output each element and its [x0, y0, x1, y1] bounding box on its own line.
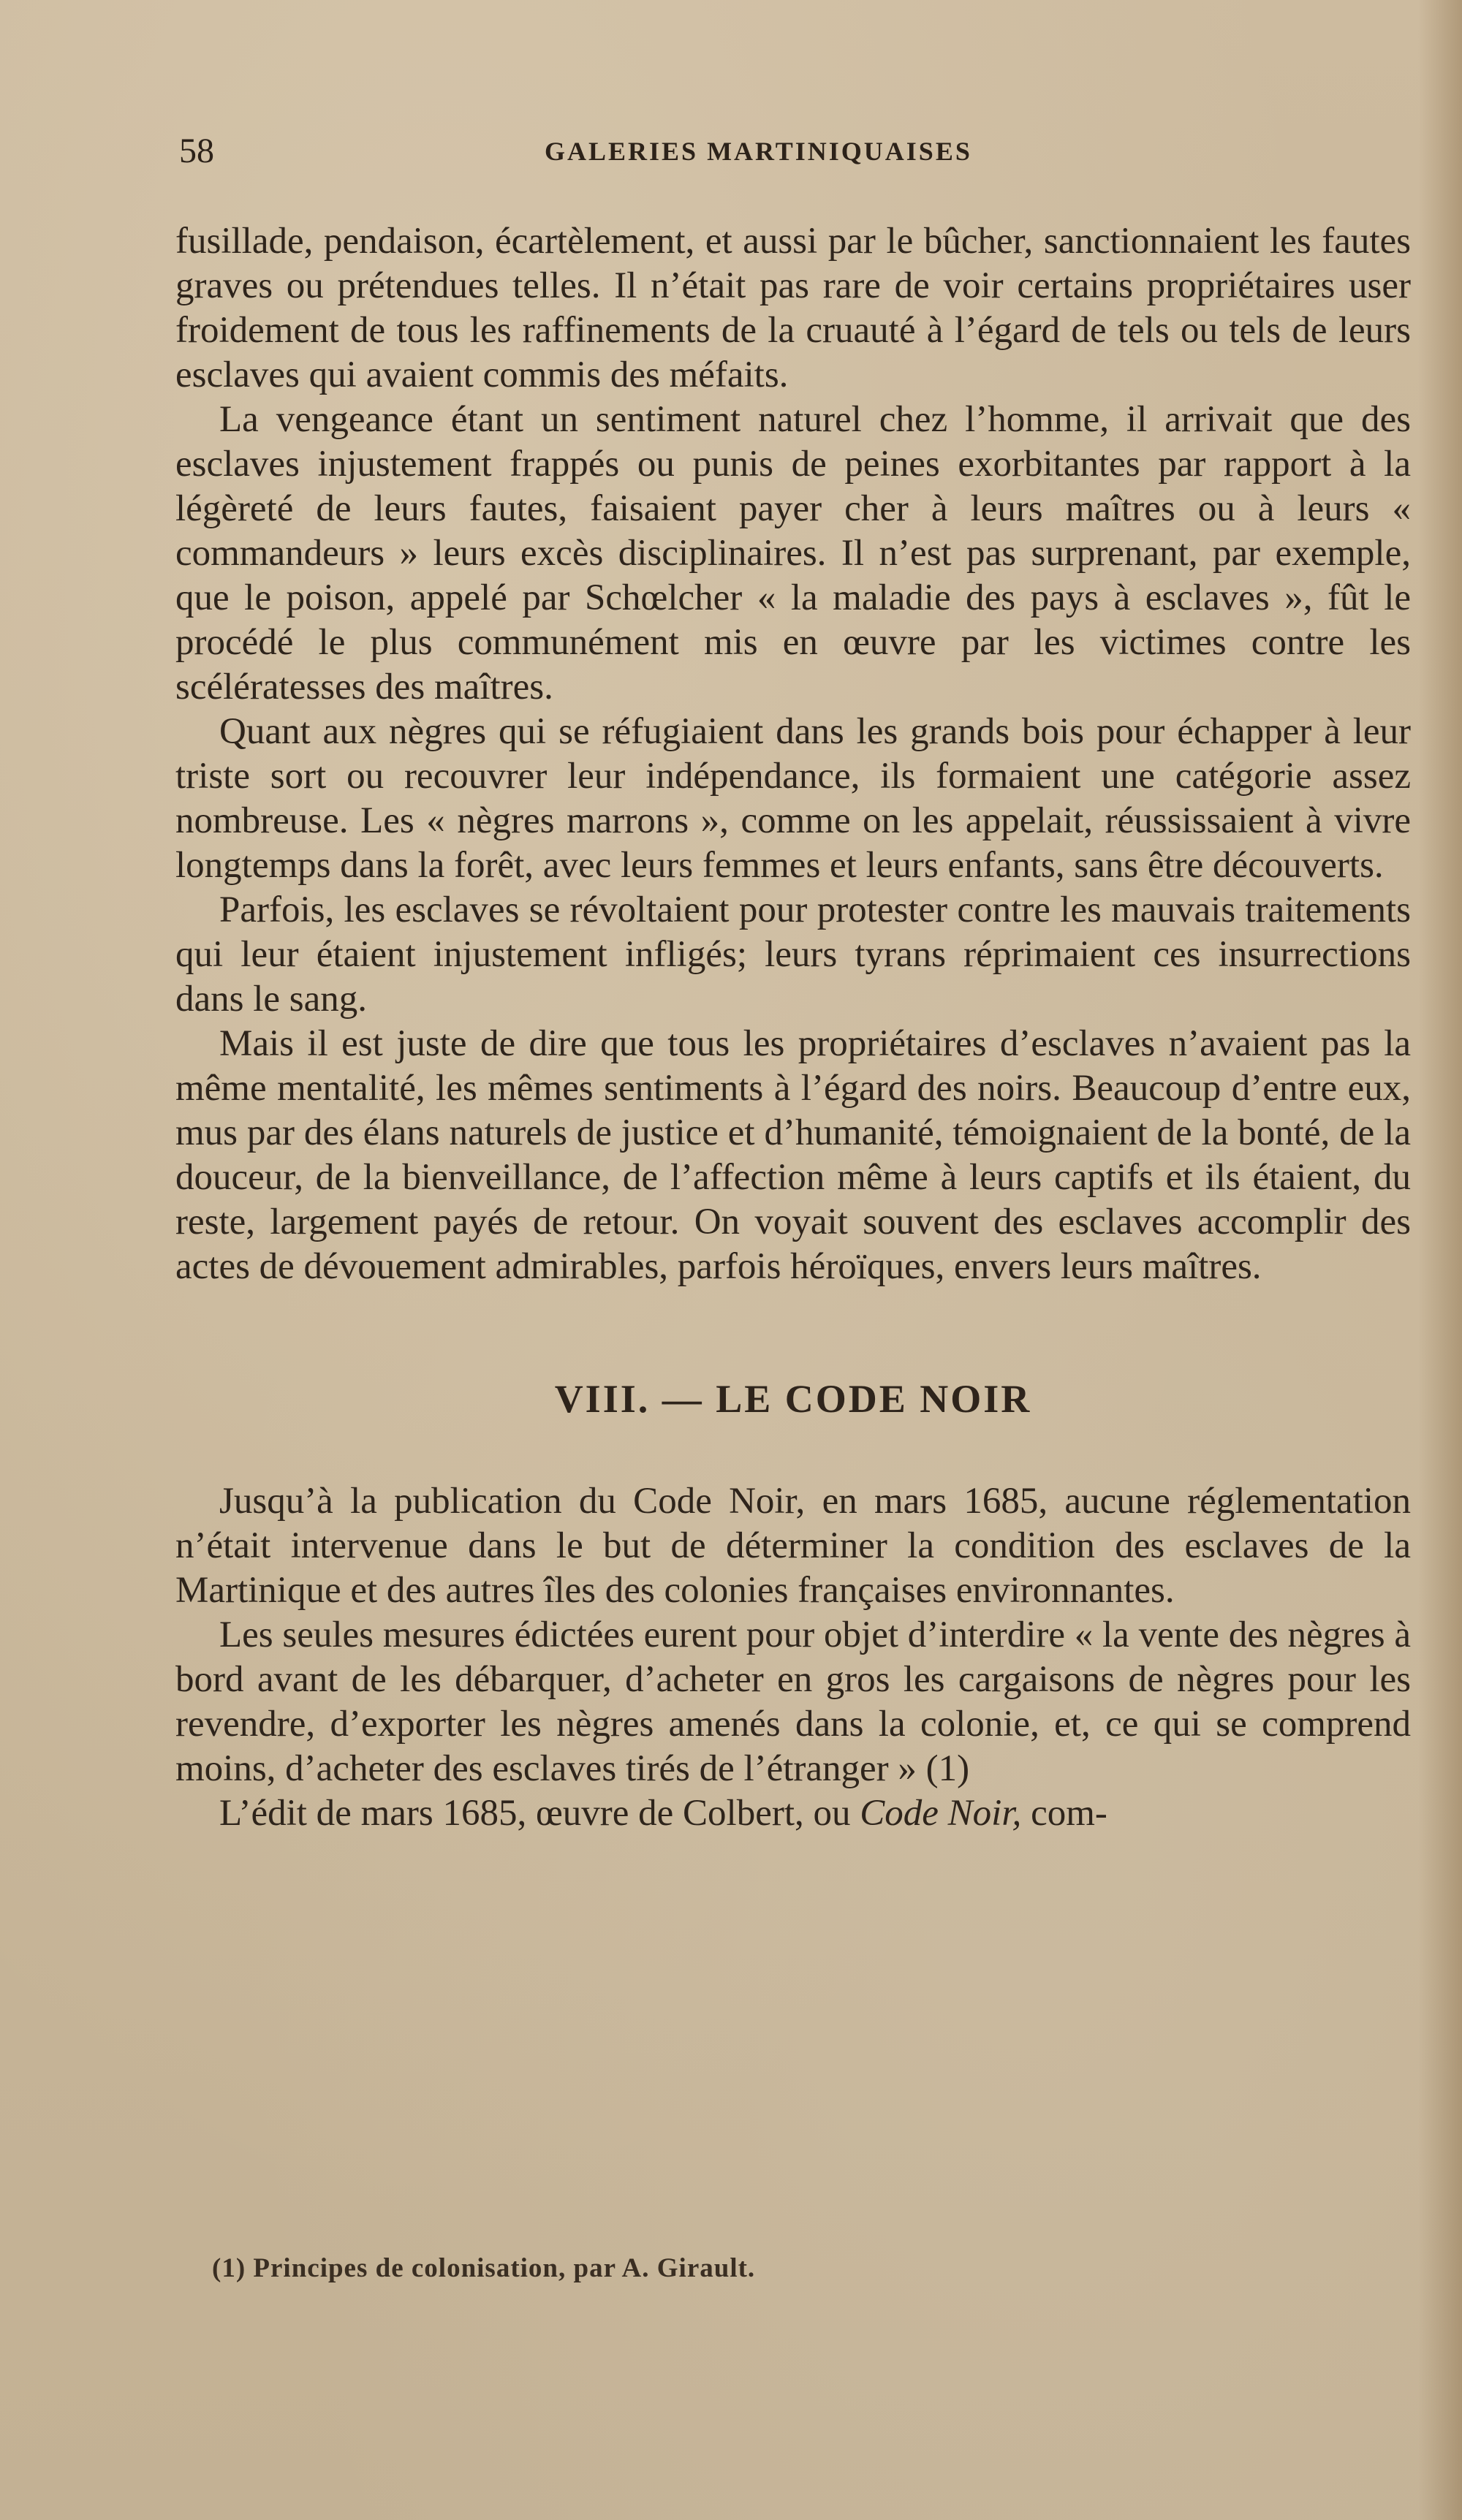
- body-text: [175, 219, 1411, 1836]
- last-paragraph: [175, 1791, 1411, 1836]
- paragraph-4: Parfois, les esclaves se révoltaient pour protester contre les mauvais traitements qui leur étaient injustement infligés; leurs tyrans réprimaient ces insurrections dans le sang.: [175, 889, 1411, 1020]
- footnote: (1) Principes de colonisation, par A. Girault.: [212, 2253, 756, 2283]
- page-number: 58: [179, 132, 214, 170]
- paragraph-3: Quant aux nègres qui se réfugiaient dans les grands bois pour échapper à leur triste sort ou recouvrer leur indépendance, ils formaient une catégorie assez nombreuse. Les « nègres marrons », comme on les appelait, réussissaient à vivre longtemps dans la forêt, avec leurs femmes et leurs enfants, sans être découverts.: [175, 711, 1411, 886]
- section-paragraph-1: Jusqu’à la publication du Code Noir, en mars 1685, aucune réglementation n’était intervenue dans le but de déterminer la condition des esclaves de la Martinique et des autres îles des colonies françaises environnantes.: [175, 1481, 1411, 1611]
- last-paragraph-end: com-: [1021, 1793, 1107, 1834]
- section-paragraph-2: Les seules mesures édictées eurent pour objet d’interdire « la vente des nègres à bord avant de les débarquer, d’acheter en gros les cargaisons de nègres pour les revendre, d’exporter les nègres amenés dans la colonie, et, ce qui se comprend moins, d’acheter des esclaves tirés de l’étranger » (1): [175, 1614, 1411, 1789]
- paragraph-2: La vengeance étant un sentiment naturel chez l’homme, il arrivait que des esclaves injustement frappés ou punis de peines exorbitantes par rapport à la légèreté de leurs fautes, faisaient payer cher à leurs maîtres ou à leurs « commandeurs » leurs excès disciplinaires. Il n’est pas surprenant, par exemple, que le poison, appelé par Schœlcher « la maladie des pays à esclaves », fût le procédé le plus communément mis en œuvre par les victimes contre les scélératesses des maîtres.: [175, 399, 1411, 707]
- code-noir-italic: Code Noir,: [860, 1793, 1022, 1834]
- paragraph-5: Mais il est juste de dire que tous les propriétaires d’esclaves n’avaient pas la même mentalité, les mêmes sentiments à l’égard des noirs. Beaucoup d’entre eux, mus par des élans naturels de justice et d’humanité, témoignaient de la bonté, de la douceur, de la bienveillance, de l’affection même à leurs captifs et ils étaient, du reste, largement payés de retour. On voyait souvent des esclaves accomplir des actes de dévouement admirables, parfois héroïques, envers leurs maîtres.: [175, 1023, 1411, 1287]
- section-heading: VIII. — LE CODE NOIR: [554, 1377, 1032, 1421]
- paragraph-1: fusillade, pendaison, écartèlement, et aussi par le bûcher, sanctionnaient les fautes graves ou prétendues telles. Il n’était pas rare de voir certains propriétaires user froidement de tous les raffinements de la cruauté à l’égard de tels ou tels de leurs esclaves qui avaient commis des méfaits.: [175, 221, 1411, 395]
- running-title: GALERIES MARTINIQUAISES: [545, 137, 972, 166]
- running-head: [0, 126, 1462, 177]
- last-paragraph-start: L’édit de mars 1685, œuvre de Colbert, ou: [219, 1793, 860, 1834]
